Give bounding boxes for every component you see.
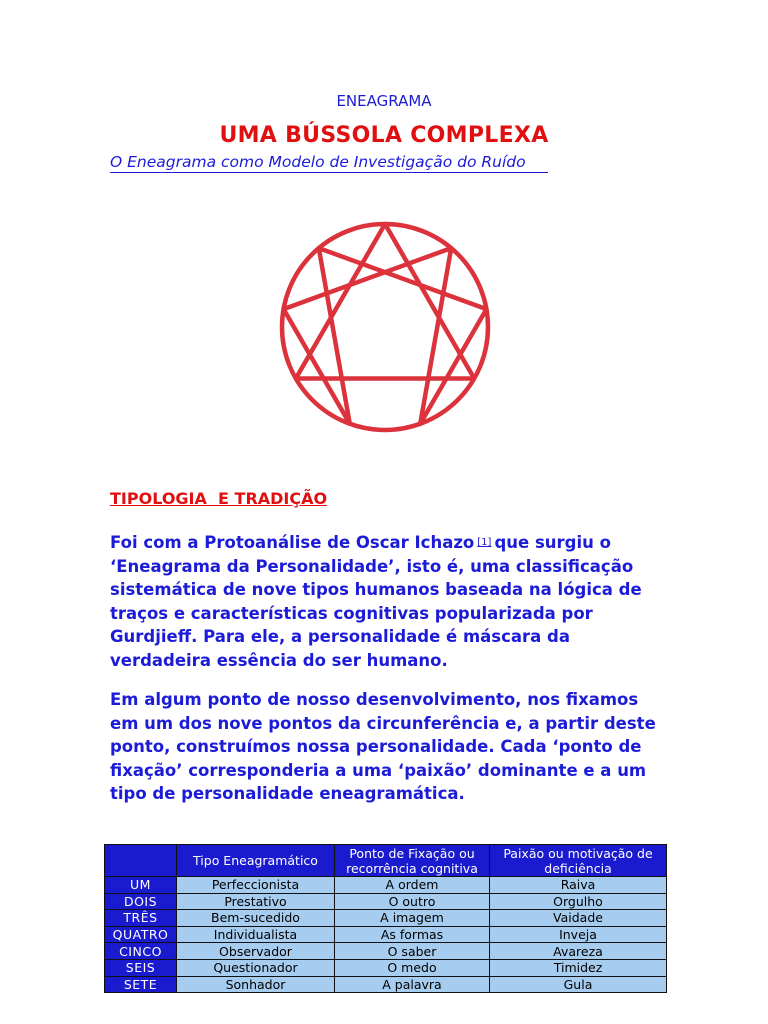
table-header-paixao: Paixão ou motivação de deficiência xyxy=(490,845,667,877)
row-label: CINCO xyxy=(105,943,177,960)
table-header-row xyxy=(105,845,667,877)
paragraph-2: Em algum ponto de nosso desenvolvimento, nos fixamos em um dos nove pontos da circunferência e, a partir deste ponto, construímos nossa personalidade. Cada ‘ponto de fixação’ corresponderia a uma ‘paixão’ dominante e a um tipo de personalidade eneagramática. xyxy=(110,690,656,803)
cell-fixacao: A palavra xyxy=(335,976,490,993)
table-header-fixacao: Ponto de Fixação ou recorrência cognitiva xyxy=(335,845,490,877)
cell-paixao: Vaidade xyxy=(490,910,667,927)
cell-paixao: Inveja xyxy=(490,926,667,943)
paragraph-1-text-a: Foi com a Protoanálise de Oscar Ichazo xyxy=(110,533,475,552)
row-label: TRÊS xyxy=(105,910,177,927)
cell-paixao: Orgulho xyxy=(490,893,667,910)
cell-tipo: Sonhador xyxy=(177,976,335,993)
document-title: UMA BÚSSOLA COMPLEXA xyxy=(219,123,549,148)
enneagram-hexad xyxy=(284,248,487,424)
table-header-corner xyxy=(105,845,177,877)
cell-fixacao: A ordem xyxy=(335,877,490,894)
table-header-tipo: Tipo Eneagramático xyxy=(177,845,335,877)
cell-tipo: Questionador xyxy=(177,959,335,976)
cell-fixacao: O medo xyxy=(335,959,490,976)
cell-paixao: Raiva xyxy=(490,877,667,894)
cell-tipo: Perfeccionista xyxy=(177,877,335,894)
row-label: SEIS xyxy=(105,959,177,976)
cell-fixacao: O outro xyxy=(335,893,490,910)
enneagram-table xyxy=(104,844,667,993)
cell-tipo: Prestativo xyxy=(177,893,335,910)
document-kicker: ENEAGRAMA xyxy=(336,92,432,110)
cell-paixao: Gula xyxy=(490,976,667,993)
paragraph-1-text-b: que surgiu o ‘Eneagrama da Personalidade’, isto é, uma classificação sistemática de nove tipos humanos baseada na lógica de traços e características cognitivas popularizada por Gurdjieff. Para ele, a personalidade é máscara da verdadeira essência do ser humano. xyxy=(110,533,642,670)
row-label: DOIS xyxy=(105,893,177,910)
table-row xyxy=(105,926,667,943)
subtitle-underline xyxy=(110,172,548,173)
cell-fixacao: As formas xyxy=(335,926,490,943)
table-row xyxy=(105,943,667,960)
cell-paixao: Avareza xyxy=(490,943,667,960)
section-heading: TIPOLOGIA E TRADIÇÃO xyxy=(110,489,328,508)
row-label: QUATRO xyxy=(105,926,177,943)
row-label: SETE xyxy=(105,976,177,993)
enneagram-circle xyxy=(282,224,488,430)
row-label: UM xyxy=(105,877,177,894)
cell-fixacao: A imagem xyxy=(335,910,490,927)
enneagram-symbol-icon xyxy=(270,212,500,442)
cell-fixacao: O saber xyxy=(335,943,490,960)
cell-tipo: Observador xyxy=(177,943,335,960)
footnote-link[interactable]: [1] xyxy=(477,537,492,548)
cell-paixao: Timidez xyxy=(490,959,667,976)
table-row xyxy=(105,893,667,910)
paragraph-1 xyxy=(110,531,670,672)
table-row xyxy=(105,877,667,894)
table-row xyxy=(105,976,667,993)
document-subtitle: O Eneagrama como Modelo de Investigação do Ruído xyxy=(110,153,526,171)
cell-tipo: Individualista xyxy=(177,926,335,943)
cell-tipo: Bem-sucedido xyxy=(177,910,335,927)
table-row xyxy=(105,910,667,927)
table-row xyxy=(105,959,667,976)
enneagram-figure xyxy=(270,212,500,442)
